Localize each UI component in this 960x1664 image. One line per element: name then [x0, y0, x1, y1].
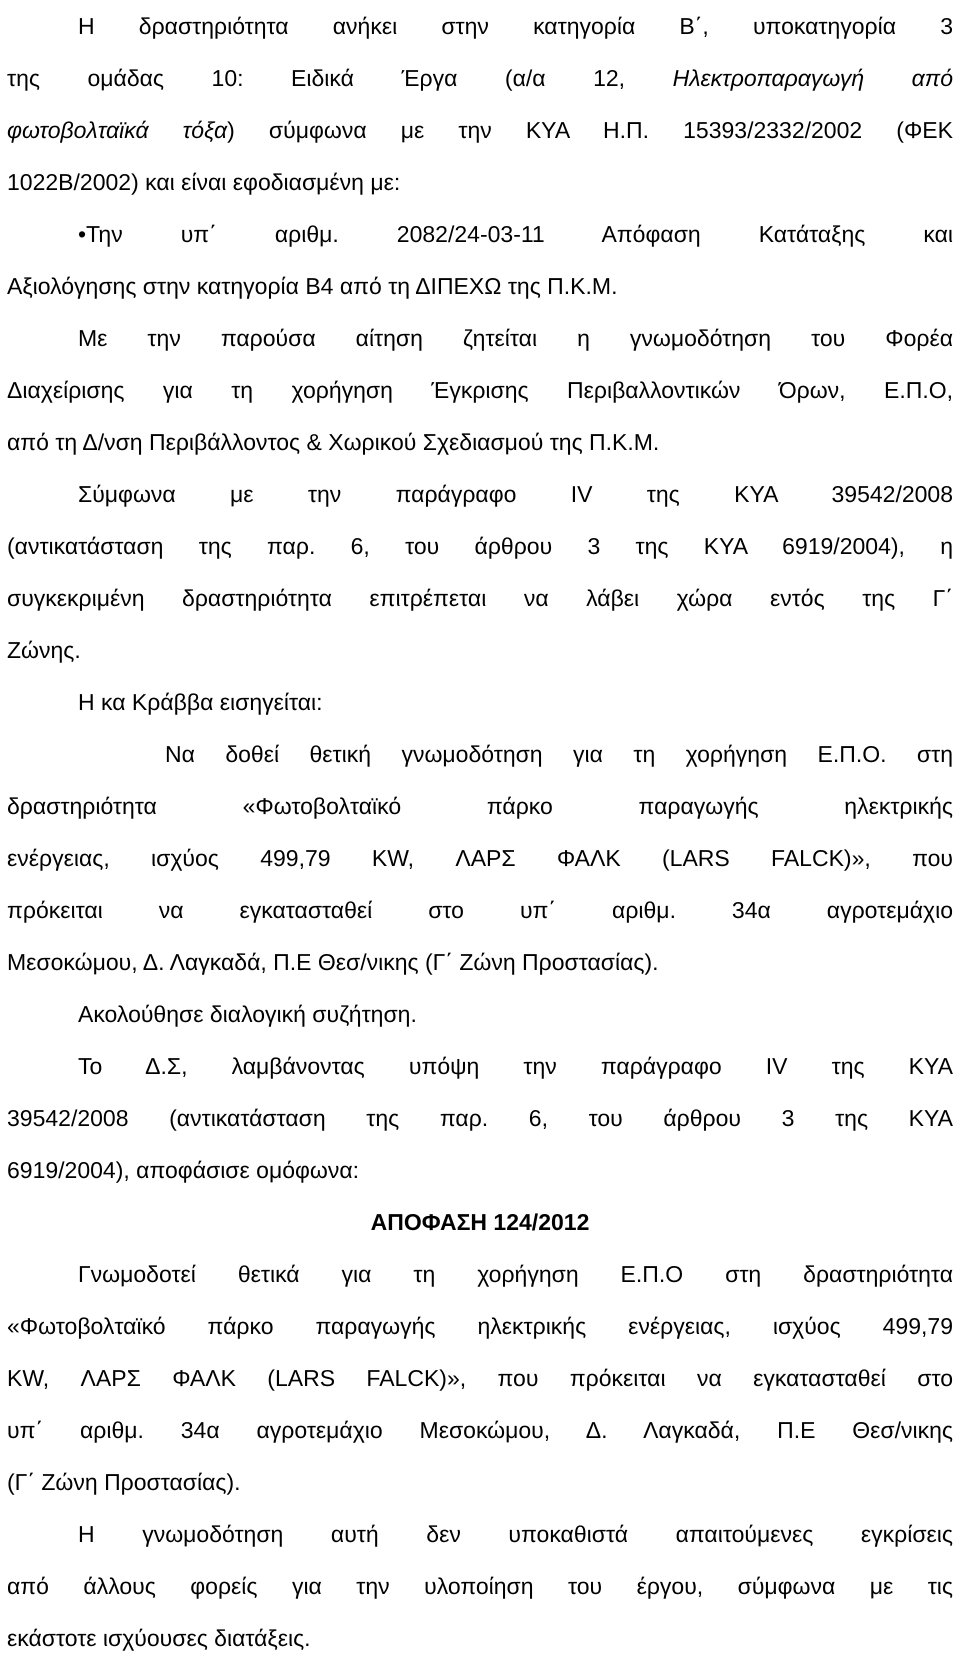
text-line: πρόκειται να εγκατασταθεί στο υπ΄ αριθμ. 34α αγροτεμάχιο [7, 897, 953, 923]
text-line: Η γνωμοδότηση αυτή δεν υποκαθιστά απαιτούμενες εγκρίσεις [78, 1521, 953, 1547]
paragraph-proposal [7, 728, 953, 988]
text-line [7, 52, 953, 104]
paragraph-rapporteur [7, 676, 953, 728]
text-line: ενέργειας, ισχύος 499,79 KW, ΛΑΡΣ ΦΑΛΚ (LARS FALCK)», που [7, 845, 953, 871]
text-line [7, 104, 953, 156]
text-line: Το Δ.Σ, λαμβάνοντας υπόψη την παράγραφο IV της ΚΥΑ [78, 1053, 953, 1079]
text-line: υπ΄ αριθμ. 34α αγροτεμάχιο Μεσοκώμου, Δ. Λαγκαδά, Π.Ε Θεσ/νικης [7, 1417, 953, 1443]
text-line: •Την υπ΄ αριθμ. 2082/24-03-11 Απόφαση Κατάταξης και [78, 221, 953, 247]
paragraph-category [7, 0, 953, 208]
text-line: Σύμφωνα με την παράγραφο IV της ΚΥΑ 39542/2008 [78, 481, 953, 507]
text-line: 39542/2008 (αντικατάσταση της παρ. 6, του άρθρου 3 της ΚΥΑ [7, 1105, 953, 1131]
paragraph-request [7, 312, 953, 468]
text-line: (αντικατάσταση της παρ. 6, του άρθρου 3 της ΚΥΑ 6919/2004), η [7, 533, 953, 559]
bullet-item [7, 208, 953, 312]
text-line: Αξιολόγησης στην κατηγορία Β4 από τη ΔΙΠΕΧΩ της Π.Κ.Μ. [7, 273, 618, 299]
text-line: από τη Δ/νση Περιβάλλοντος & Χωρικού Σχεδιασμού της Π.Κ.Μ. [7, 429, 660, 455]
paragraph-board [7, 1040, 953, 1196]
text-line: συγκεκριμένη δραστηριότητα επιτρέπεται να λάβει χώρα εντός της Γ΄ [7, 585, 953, 611]
paragraph-decision [7, 1248, 953, 1508]
text-span: της ομάδας 10: Ειδικά Έργα (α/α 12, [7, 65, 673, 91]
text-line: KW, ΛΑΡΣ ΦΑΛΚ (LARS FALCK)», που πρόκειται να εγκατασταθεί στο [7, 1365, 953, 1391]
text-span: ) σύμφωνα με την ΚΥΑ Η.Π. 15393/2332/2002 (ΦΕΚ [227, 117, 953, 143]
text-line: Διαχείρισης για τη χορήγηση Έγκρισης Περιβαλλοντικών Όρων, Ε.Π.Ο, [7, 377, 953, 403]
italic-span: Ηλεκτροπαραγωγή από [672, 65, 953, 91]
text-line: (Γ΄ Ζώνη Προστασίας). [7, 1469, 241, 1495]
text-line: Η κα Κράββα εισηγείται: [78, 689, 323, 715]
text-line: Να δοθεί θετική γνωμοδότηση για τη χορήγηση Ε.Π.Ο. στη [165, 741, 953, 767]
text-line: Γνωμοδοτεί θετικά για τη χορήγηση Ε.Π.Ο στη δραστηριότητα [78, 1261, 953, 1287]
paragraph-discussion [7, 988, 953, 1040]
text-line: Ζώνης. [7, 637, 81, 663]
text-line: «Φωτοβολταϊκό πάρκο παραγωγής ηλεκτρικής ενέργειας, ισχύος 499,79 [7, 1313, 953, 1339]
text-line: 6919/2004), αποφάσισε ομόφωνα: [7, 1157, 360, 1183]
text-line: Μεσοκώμου, Δ. Λαγκαδά, Π.Ε Θεσ/νικης (Γ΄ Ζώνη Προστασίας). [7, 949, 659, 975]
text-line: δραστηριότητα «Φωτοβολταϊκό πάρκο παραγωγής ηλεκτρικής [7, 793, 953, 819]
text-line: Με την παρούσα αίτηση ζητείται η γνωμοδότηση του Φορέα [78, 325, 953, 351]
decision-heading: ΑΠΟΦΑΣΗ 124/2012 [370, 1209, 590, 1235]
text-line: εκάστοτε ισχύουσες διατάξεις. [7, 1625, 311, 1651]
italic-span: φωτοβολταϊκά τόξα [7, 117, 228, 143]
text-line: Ακολούθησε διαλογική συζήτηση. [78, 1001, 417, 1027]
text-line: Η δραστηριότητα ανήκει στην κατηγορία Β΄, υποκατηγορία 3 [78, 13, 953, 39]
paragraph-according [7, 468, 953, 676]
paragraph-note [7, 1508, 953, 1664]
text-line: 1022Β/2002) και είναι εφοδιασμένη με: [7, 169, 401, 195]
text-line: από άλλους φορείς για την υλοποίηση του έργου, σύμφωνα με τις [7, 1573, 953, 1599]
